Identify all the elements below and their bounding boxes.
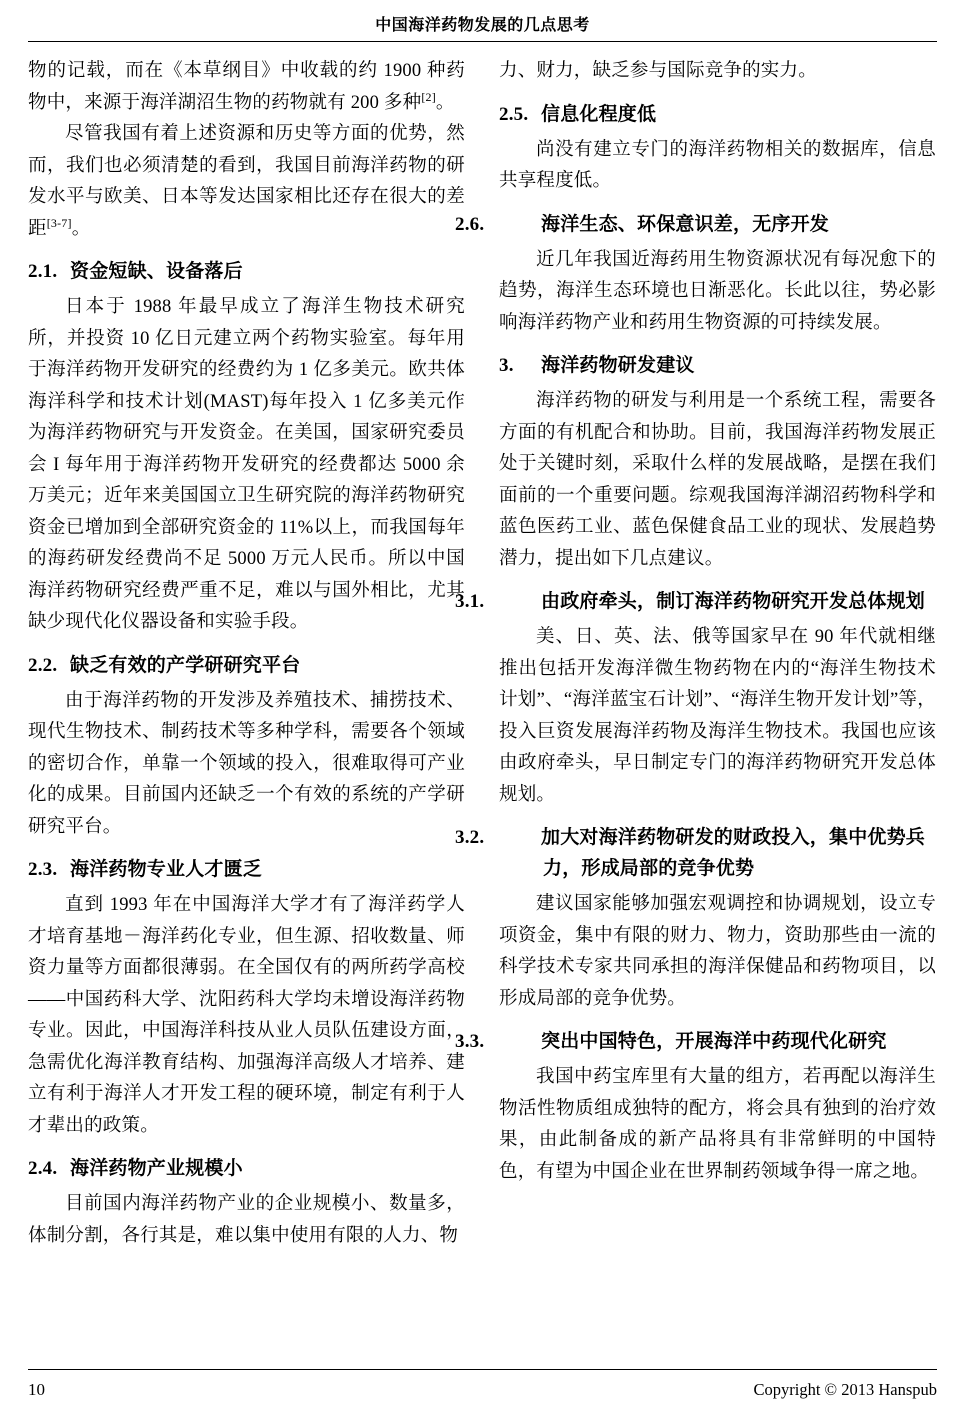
section-heading xyxy=(455,1026,936,1057)
body-paragraph xyxy=(499,622,936,811)
page-number: 10 xyxy=(28,1380,45,1399)
paragraph-text: 由于海洋药物的开发涉及养殖技术、捕捞技术、现代生物技术、制药技术等多种学科，需要各个领域的密切合作，单靠一个领域的投入，很难取得可产业化的成果。目前国内还缺乏一个有效的系统的产学研研究平台。 xyxy=(28,690,465,837)
body-paragraph xyxy=(28,890,465,1142)
paragraph-text: 我国中药宝库里有大量的组方，若再配以海洋生物活性物质组成独特的配方，将会具有独到的治疗效果，由此制备成的新产品将具有非常鲜明的中国特色，有望为中国企业在世界制药领域争得一席之地。 xyxy=(499,1067,936,1182)
paragraph-text: 日本于 1988 年最早成立了海洋生物技术研究所，并投资 10 亿日元建立两个药物实验室。每年用于海洋药物开发研究的经费约为 1 亿多美元。欧共体海洋科学和技术计划(MAST)每年投入 1 亿多美元作为海洋药物研究与开发资金。在美国，国家研究委员会 I 每年用于海洋药物开发研究的经费都达 5000 余万美元；近年来美国国立卫生研究院的海洋药物研究资金已增加到全部研究资金的 11%以上，而我国每年的海药研发经费尚不足 5000 万元人民币。所以中国海洋药物研究经费严重不足，难以与国外相比，尤其缺少现代化仪器设备和实验手段。 xyxy=(28,297,465,632)
section-heading xyxy=(499,99,936,130)
section-title: 海洋药物产业规模小 xyxy=(70,1158,243,1179)
section-heading xyxy=(28,1153,465,1184)
paragraph-text: 尚没有建立专门的海洋药物相关的数据库，信息共享程度低。 xyxy=(499,139,936,191)
paragraph-text-tail: 。 xyxy=(435,92,455,113)
paragraph-text: 建议国家能够加强宏观调控和协调规划，设立专项资金，集中有限的财力、物力，资助那些由一流的科学技术专家共同承担的海洋保健品和药物项目，以形成局部的竞争优势。 xyxy=(499,894,936,1009)
paragraph-text-tail: 。 xyxy=(71,218,91,239)
body-paragraph xyxy=(28,686,465,844)
section-title: 资金短缺、设备落后 xyxy=(70,261,243,282)
section-title: 由政府牵头，制订海洋药物研究开发总体规划 xyxy=(541,591,926,612)
citation-reference[interactable]: [3-7] xyxy=(46,215,72,230)
section-heading xyxy=(455,209,936,240)
paragraph-text: 目前国内海洋药物产业的企业规模小、数量多，体制分割，各行其是，难以集中使用有限的人力、物 xyxy=(28,1194,465,1246)
body-paragraph xyxy=(28,1189,465,1252)
section-number: 3.1. xyxy=(455,591,485,612)
section-number: 2.5. xyxy=(499,103,529,125)
section-title: 海洋药物研发建议 xyxy=(541,355,695,376)
body-paragraph xyxy=(28,56,465,119)
section-heading xyxy=(455,586,936,617)
section-title: 加大对海洋药物研发的财政投入，集中优势兵力，形成局部的竞争优势 xyxy=(541,827,926,879)
body-paragraph xyxy=(499,245,936,340)
right-column xyxy=(455,56,936,1188)
section-heading xyxy=(28,256,465,287)
body-paragraph xyxy=(499,1062,936,1188)
section-title: 海洋生态、环保意识差，无序开发 xyxy=(541,213,830,235)
paragraph-text: 海洋药物的研发与利用是一个系统工程，需要各方面的有机配合和协助。目前，我国海洋药物发展正处于关键时刻，采取什么样的发展战略，是摆在我们面前的一个重要问题。综观我国海洋湖沼药物科学和蓝色医药工业、蓝色保健食品工业的现状、发展趋势潜力，提出如下几点建议。 xyxy=(499,391,936,569)
page-footer xyxy=(28,1380,937,1400)
section-number: 2.1. xyxy=(28,261,58,282)
footer-divider xyxy=(28,1369,937,1370)
section-number: 2.2. xyxy=(28,654,58,676)
copyright-notice: Copyright © 2013 Hanspub xyxy=(753,1380,937,1399)
section-number: 3.3. xyxy=(455,1031,485,1052)
section-number: 2.6. xyxy=(455,213,485,235)
section-number: 2.3. xyxy=(28,859,58,880)
body-paragraph xyxy=(499,889,936,1015)
paragraph-text: 力、财力，缺乏参与国际竞争的实力。 xyxy=(499,61,817,81)
section-number: 3. xyxy=(499,355,514,376)
body-paragraph xyxy=(499,56,936,88)
section-heading xyxy=(455,822,936,884)
section-heading xyxy=(499,350,936,381)
paragraph-text: 美、日、英、法、俄等国家早在 90 年代就相继推出包括开发海洋微生物药物在内的“海洋生物技术计划”、“海洋蓝宝石计划”、“海洋生物开发计划”等，投入巨资发展海洋药物及海洋生物技术。我国也应该由政府牵头，早日制定专门的海洋药物研究开发总体规划。 xyxy=(499,627,936,805)
paragraph-text: 物的记载，而在《本草纲目》中收载的约 1900 种药物中，来源于海洋湖沼生物的药物就有 200 多种 xyxy=(28,61,465,113)
left-column xyxy=(28,56,465,1252)
body-paragraph xyxy=(499,135,936,198)
paragraph-text: 近几年我国近海药用生物资源状况有每况愈下的趋势，海洋生态环境也日渐恶化。长此以往，势必影响海洋药物产业和药用生物资源的可持续发展。 xyxy=(499,249,936,333)
body-paragraph xyxy=(499,386,936,575)
section-heading xyxy=(28,650,465,681)
section-number: 3.2. xyxy=(455,827,485,848)
running-head: 中国海洋药物发展的几点思考 xyxy=(375,17,590,34)
section-title: 突出中国特色，开展海洋中药现代化研究 xyxy=(541,1031,887,1052)
section-heading xyxy=(28,854,465,885)
body-paragraph xyxy=(28,119,465,245)
two-column-body xyxy=(28,56,937,1252)
section-title: 海洋药物专业人才匮乏 xyxy=(70,859,263,880)
paragraph-text: 直到 1993 年在中国海洋大学才有了海洋药学人才培育基地－海洋药化专业，但生源、招收数量、师资力量等方面都很薄弱。在全国仅有的两所药学高校——中国药科大学、沈阳药科大学均未增设海洋药物专业。因此，中国海洋科技从业人员队伍建设方面，急需优化海洋教育结构、加强海洋高级人才培养、建立有利于海洋人才开发工程的硬环境，制定有利于人才辈出的政策。 xyxy=(28,895,465,1136)
section-number: 2.4. xyxy=(28,1158,58,1179)
paragraph-text: 尽管我国有着上述资源和历史等方面的优势，然而，我们也必须清楚的看到，我国目前海洋药物的研发水平与欧美、日本等发达国家相比还存在很大的差距 xyxy=(28,124,465,239)
section-title: 信息化程度低 xyxy=(541,103,657,125)
section-title: 缺乏有效的产学研研究平台 xyxy=(70,654,301,676)
citation-reference[interactable]: [2] xyxy=(421,89,436,104)
body-paragraph xyxy=(28,292,465,639)
header-divider xyxy=(28,41,937,42)
